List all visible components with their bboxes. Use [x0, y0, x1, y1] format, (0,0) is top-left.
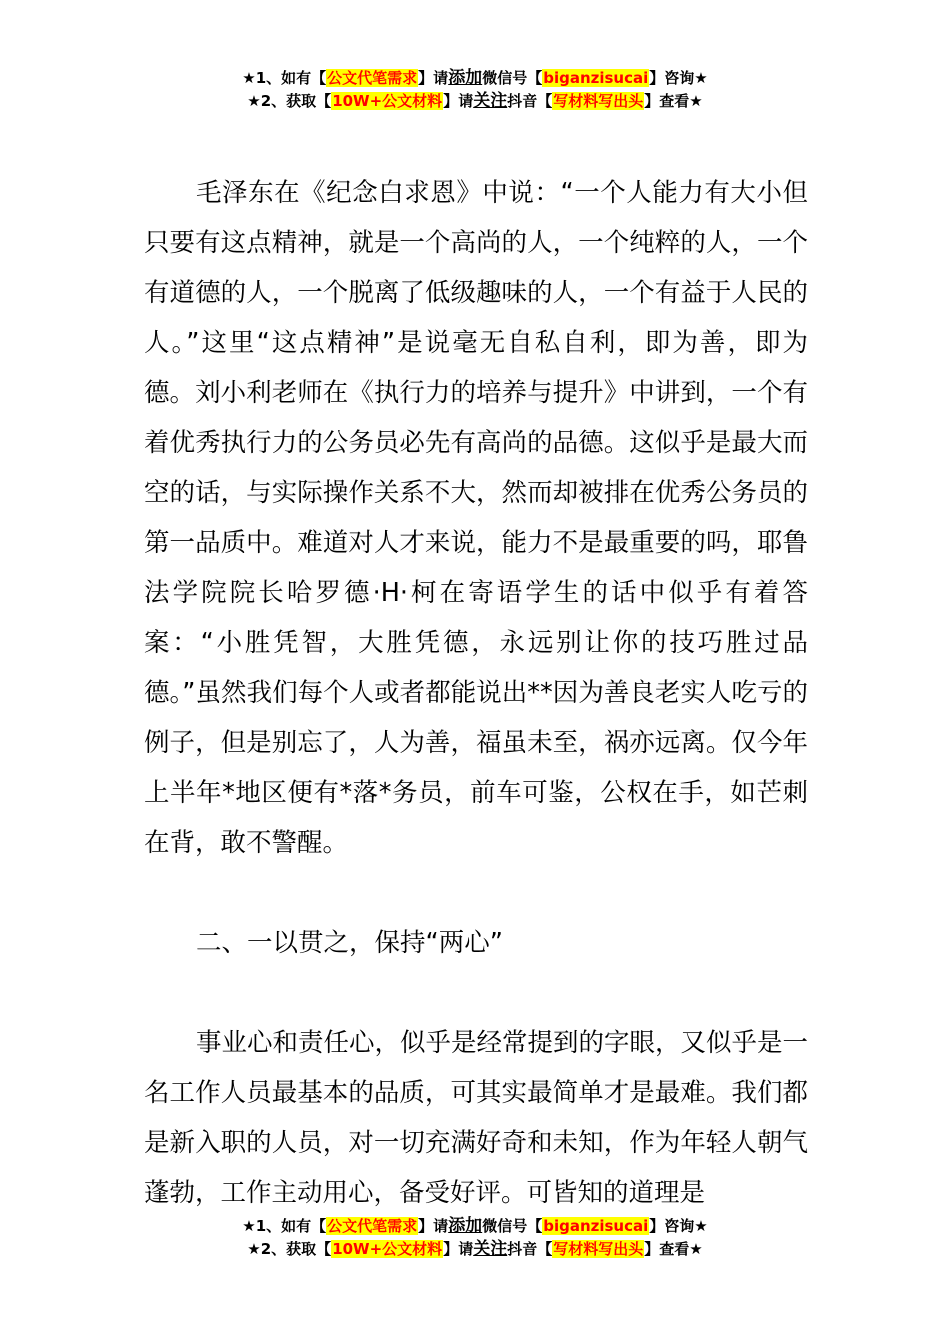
- section-heading-two-hearts: 二、一以贯之，保持“两心”: [196, 928, 503, 958]
- banner-highlight-douyin-id: 写材料写出头: [553, 1240, 644, 1258]
- banner-line-1: ★1、如有【公文代笔需求】请添加微信号【biganzisucai】咨询★: [242, 68, 708, 88]
- banner-line-1: ★1、如有【公文代笔需求】请添加微信号【biganzisucai】咨询★: [242, 1216, 708, 1236]
- banner-emphasis-follow: 关注: [473, 1239, 508, 1259]
- banner-highlight-wechat-id: biganzisucai: [543, 1217, 649, 1235]
- banner-highlight-materials: 10W+公文材料: [332, 92, 443, 110]
- paragraph-dedication: 事业心和责任心，似乎是经常提到的字眼，又似乎是一名工作人员最基本的品质，可其实最简单才是最难。我们都是新入职的人员，对一切充满好奇和未知，作为年轻人朝气蓬勃，工作主动用心，备受好评。可皆知的道理是: [144, 1028, 809, 1208]
- banner-highlight-douyin-id: 写材料写出头: [553, 92, 644, 110]
- paragraph-moral-character: 毛泽东在《纪念白求恩》中说：“一个人能力有大小但只要有这点精神，就是一个高尚的人，一个纯粹的人，一个有道德的人，一个脱离了低级趣味的人，一个有益于人民的人。”这里“这点精神”是说毫无自私自利，即为善，即为德。刘小利老师在《执行力的培养与提升》中讲到，一个有着优秀执行力的公务员必先有高尚的品德。这似乎是最大而空的话，与实际操作关系不大，然而却被排在优秀公务员的第一品质中。难道对人才来说，能力不是最重要的吗，耶鲁法学院院长哈罗德·H·柯在寄语学生的话中似乎有着答案：“小胜凭智，大胜凭德，永远别让你的技巧胜过品德。”虽然我们每个人或者都能说出**因为善良老实人吃亏的例子，但是别忘了，人为善，福虽未至，祸亦远离。仅今年上半年*地区便有*落*务员，前车可鉴，公权在手，如芒刺在背，敢不警醒。: [144, 178, 808, 858]
- banner-highlight-wechat-id: biganzisucai: [543, 69, 649, 87]
- banner-line-2: ★2、获取【10W+公文材料】请关注抖音【写材料写出头】查看★: [247, 1239, 703, 1259]
- banner-highlight-service: 公文代笔需求: [327, 69, 418, 87]
- banner-emphasis-follow: 关注: [473, 91, 508, 111]
- banner-emphasis-add: 添加: [448, 68, 483, 88]
- banner-emphasis-add: 添加: [448, 1216, 483, 1236]
- header-banner: [0, 67, 950, 113]
- banner-highlight-materials: 10W+公文材料: [332, 1240, 443, 1258]
- document-body: [144, 168, 808, 1218]
- footer-banner: [0, 1215, 950, 1261]
- banner-line-2: ★2、获取【10W+公文材料】请关注抖音【写材料写出头】查看★: [247, 91, 703, 111]
- banner-highlight-service: 公文代笔需求: [327, 1217, 418, 1235]
